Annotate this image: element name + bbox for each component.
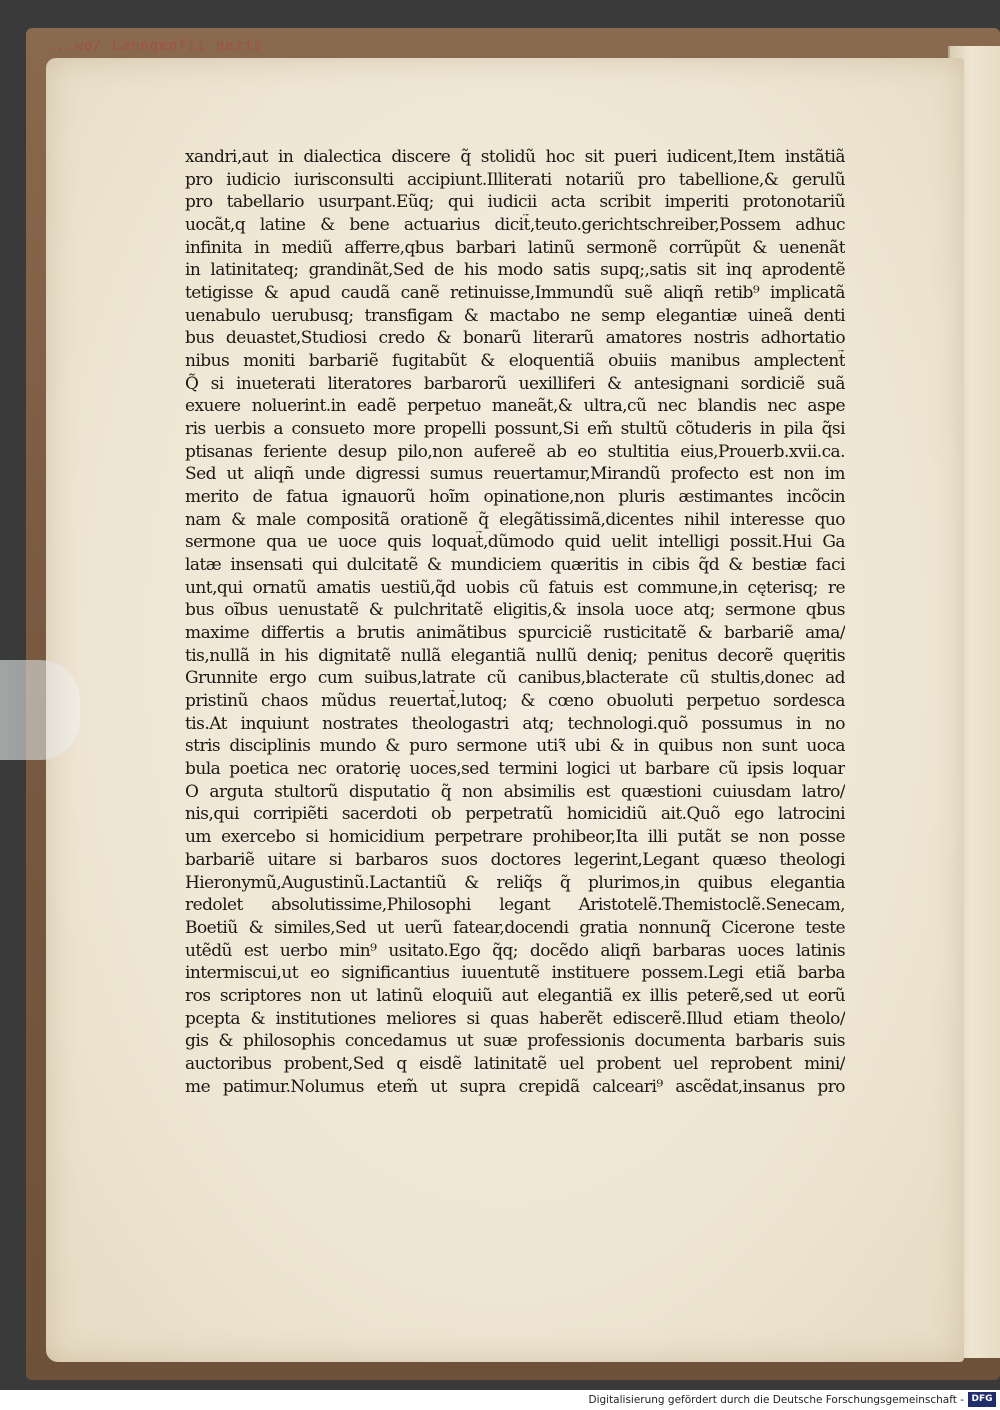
text-line: in latinitateq; grandinãt,Sed de his modo satis supq;,satis sit inq aprodentẽ	[185, 260, 845, 281]
footer-credit: Digitalisierung gefördert durch die Deutsche Forschungsgemeinschaft -	[588, 1394, 964, 1406]
text-line: utẽdũ est uerbo min⁹ usitato.Ego q̃q; docẽdo aliqñ barbaras uoces latinis	[185, 940, 845, 961]
text-line: intermiscui,ut eo significantius iuuentutẽ instituere possem.Legi etiã barba	[185, 963, 845, 984]
text-line: pristinũ chaos mũdus reuertat̃,lutoq; & cœno obuoluti perpetuo sordesca	[185, 691, 845, 712]
text-line: bus oĩbus uenustatẽ & pulchritatẽ eligitis,& insola uoce atq; sermone qbus	[185, 600, 845, 621]
text-line: Q̃ si inueterati literatores barbarorũ uexilliferi & antesignani sordiciẽ suã	[185, 373, 845, 394]
text-line: maxime differtis a brutis animãtibus spurciciẽ rusticitatẽ & barbariẽ ama/	[185, 623, 845, 644]
text-line: nibus moniti barbariẽ fugitabũt & eloquentiã obuiis manibus amplectent̃	[185, 351, 845, 372]
text-line: nis,qui corripiẽti sacerdoti ob perpetratũ homicidiũ ait.Quõ ego latrocini	[185, 804, 845, 825]
text-line: unt,qui ornatũ amatis uestiũ,q̃d uobis cũ fatuis est commune,in cęterisq; re	[185, 577, 845, 598]
text-line: bula poetica nec oratorię uoces,sed termini logici ut barbare cũ ipsis loquar	[185, 759, 845, 780]
text-line: barbariẽ uitare si barbaros suos doctores legerint,Legant quæso theologi	[185, 849, 845, 870]
text-line: tis.At inquiunt nostrates theologastri atq; technologi.quõ possumus in no	[185, 713, 845, 734]
text-line: bus deuastet,Studiosi credo & bonarũ literarũ amatores nostris adhortatio	[185, 328, 845, 349]
text-line: exuere noluerint.in eadẽ perpetuo maneãt,& ultra,cũ nec blandis nec aspe	[185, 396, 845, 417]
text-line: tis,nullã in his dignitatẽ nullã elegantiã nullũ deniq; penitus decorẽ quęritis	[185, 645, 845, 666]
text-line: O arguta stultorũ disputatio q̃ non absimilis est quæstioni cuiusdam latro/	[185, 781, 845, 802]
text-line: latæ insensati qui dulcitatẽ & mundiciem quæritis in cibis q̃d & bestiæ faci	[185, 555, 845, 576]
text-line: pcepta & institutiones meliores si quas haberẽt ediscerẽ.Illud etiam theolo/	[185, 1008, 845, 1029]
text-line: uenabulo uerubusq; transfigam & mactabo ne semp elegantiæ uineã denti	[185, 305, 845, 326]
text-line: um exercebo si homicidium perpetrare prohibeor,Ita illi putãt se non posse	[185, 827, 845, 848]
text-line: ros scriptores non ut latinũ eloquiũ aut elegantiã ex illis peterẽ,sed ut eorũ	[185, 985, 845, 1006]
text-line: ptisanas feriente desup pilo,non aufereẽ ab eo stultitia eius,Prouerb.xvii.ca.	[185, 441, 845, 462]
text-line: ris uerbis a consueto more propelli possunt,Si em̃ stultũ cõtuderis in pila q̃si	[185, 419, 845, 440]
text-line: merito de fatua ignauorũ hoĩm opinatione,non pluris æstimantes incõcin	[185, 487, 845, 508]
cover-inscription: ...wo/ Lanngenfii hezis	[46, 38, 263, 54]
text-line: Hieronymũ,Augustinũ.Lactantiũ & reliq̃s q̃ plurimos,in quibus elegantia	[185, 872, 845, 893]
dfg-logo: DFG	[968, 1392, 996, 1407]
text-line: Grunnite ergo cum suibus,latrate cũ canibus,blacterate cũ stultis,donec ad	[185, 668, 845, 689]
text-line: infinita in mediũ afferre,qbus barbari latinũ sermonẽ corrũpũt & uenenãt	[185, 237, 845, 258]
text-line: redolet absolutissime,Philosophi legant Aristotelẽ.Themistoclẽ.Senecam,	[185, 895, 845, 916]
page-clip	[0, 660, 80, 760]
text-block	[185, 146, 845, 1098]
text-line: auctoribus probent,Sed q eisdẽ latinitatẽ uel probent uel reprobent mini/	[185, 1053, 845, 1074]
text-line: gis & philosophis concedamus ut suæ professionis documenta barbaris suis	[185, 1031, 845, 1052]
text-line: nam & male compositã orationẽ q̃ elegãtissimã,dicentes nihil interesse quo	[185, 509, 845, 530]
text-line: pro tabellario usurpant.Eũq; qui iudicii acta scribit imperiti protonotariũ	[185, 192, 845, 213]
text-line: stris disciplinis mundo & puro sermone utiꝛ̃ ubi & in quibus non sunt uoca	[185, 736, 845, 757]
text-line: tetigisse & apud caudã canẽ retinuisse,Immundũ suẽ aliqñ retib⁹ implicatã	[185, 283, 845, 304]
text-line: uocãt,q latine & bene actuarius dicit̃,teuto.gerichtschreiber,Possem adhuc	[185, 215, 845, 236]
text-line: Boetiũ & similes,Sed ut uerũ fatear,docendi gratia nonnunq̃ Cicerone teste	[185, 917, 845, 938]
text-line: me patimur.Nolumus etem̃ ut supra crepidã calceari⁹ ascẽdat,insanus pro	[185, 1076, 845, 1097]
text-line: xandri,aut in dialectica discere q̃ stolidũ hoc sit pueri iudicent,Item instãtiã	[185, 147, 845, 167]
text-line: sermone qua ue uoce quis loquat̃,dũmodo quid uelit intelligi possit.Hui Ga	[185, 532, 845, 553]
text-line: Sed ut aliqñ unde digressi sumus reuertamur,Mirandũ profecto est non im	[185, 464, 845, 485]
text-line: pro iudicio iurisconsulti accipiunt.Illiterati notariũ pro tabellione,& gerulũ	[185, 169, 845, 190]
